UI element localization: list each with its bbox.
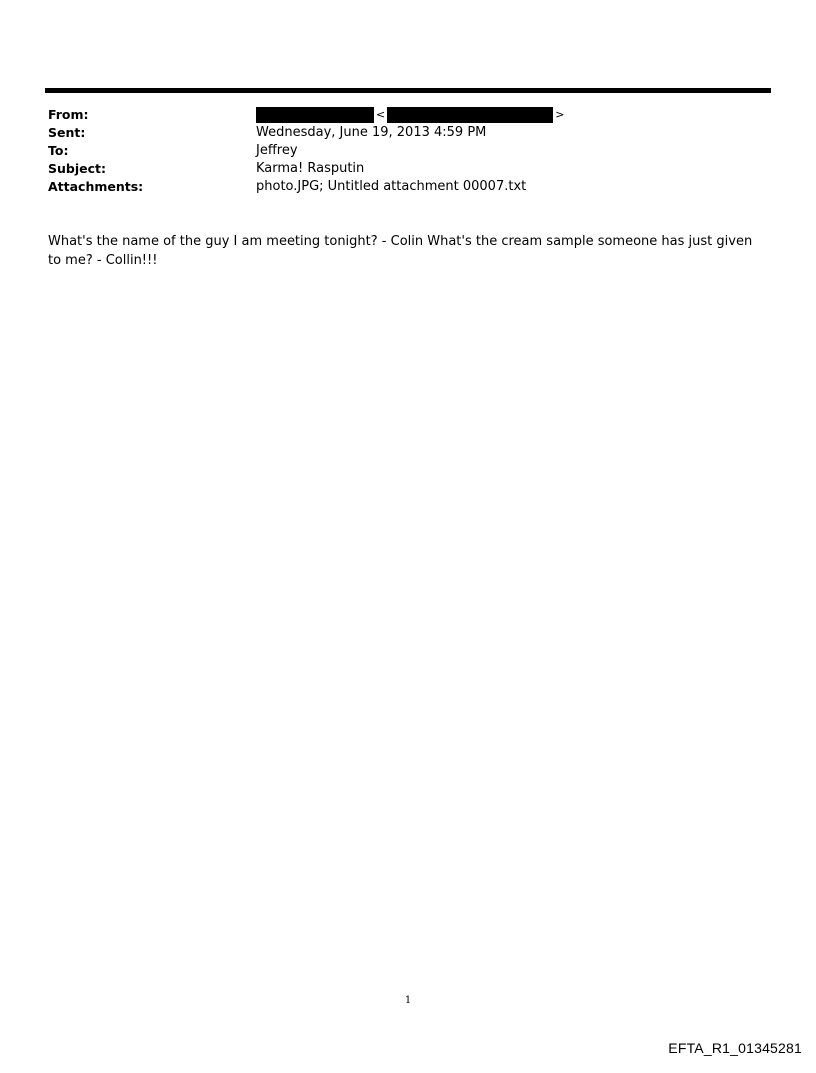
close-bracket: >: [555, 108, 565, 121]
from-label: From:: [48, 107, 89, 122]
page-number: 1: [404, 995, 412, 1006]
subject-value: Karma! Rasputin: [256, 161, 365, 176]
to-value: Jeffrey: [256, 143, 298, 158]
open-bracket: <: [376, 108, 386, 121]
to-label: To:: [48, 143, 69, 158]
email-header: [48, 106, 768, 196]
email-body: What's the name of the guy I am meeting tonight? - Colin What's the cream sample someone has just given to me? - Collin!!!: [48, 234, 753, 268]
redacted-sender-name: [256, 107, 374, 123]
subject-row: [48, 160, 768, 178]
attachments-row: [48, 178, 768, 196]
bates-number: EFTA_R1_01345281: [668, 1040, 802, 1056]
header-divider: [45, 88, 771, 93]
subject-label: Subject:: [48, 161, 106, 176]
from-row: [48, 106, 768, 124]
attachments-label: Attachments:: [48, 179, 144, 194]
from-value: [256, 106, 566, 124]
attachments-value: photo.JPG; Untitled attachment 00007.txt: [256, 179, 527, 194]
redacted-sender-email: [387, 107, 553, 123]
sent-row: [48, 124, 768, 142]
to-row: [48, 142, 768, 160]
sent-label: Sent:: [48, 125, 86, 140]
sent-value: Wednesday, June 19, 2013 4:59 PM: [256, 125, 487, 140]
